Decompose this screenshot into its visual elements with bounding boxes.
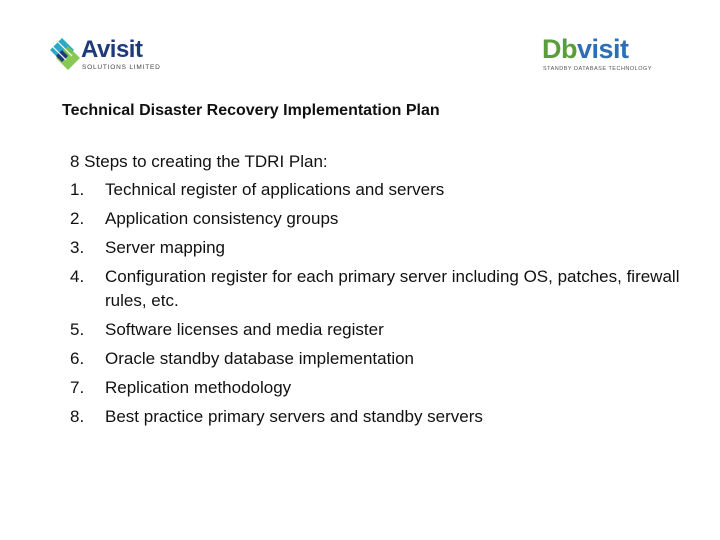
- list-item: [70, 405, 680, 429]
- step-number: 7.: [70, 378, 85, 397]
- step-number: 1.: [70, 180, 85, 199]
- slide-content: [70, 150, 680, 434]
- step-number: 5.: [70, 320, 85, 339]
- step-text: Replication methodology: [105, 378, 292, 397]
- dbvisit-logo: [538, 34, 662, 76]
- dbvisit-logo-text: [542, 34, 629, 65]
- list-item: [70, 207, 680, 231]
- avisit-logo: [48, 34, 168, 76]
- list-item: [70, 265, 680, 313]
- list-item: [70, 376, 680, 400]
- list-item: [70, 178, 680, 202]
- step-number: 6.: [70, 349, 85, 368]
- avisit-diamond-icon: [48, 36, 82, 76]
- list-item: [70, 236, 680, 260]
- steps-intro: 8 Steps to creating the TDRI Plan:: [70, 152, 328, 171]
- step-text: Best practice primary servers and standby servers: [105, 407, 483, 426]
- dbvisit-logo-tagline: STANDBY DATABASE TECHNOLOGY: [543, 66, 652, 72]
- step-number: 3.: [70, 238, 85, 257]
- avisit-logo-text: Avisit: [81, 36, 143, 63]
- dbvisit-logo-text-db: Db: [542, 34, 577, 64]
- step-number: 8.: [70, 407, 85, 426]
- slide-title: Technical Disaster Recovery Implementation Plan: [62, 102, 440, 119]
- step-text: Server mapping: [105, 238, 226, 257]
- list-item: [70, 318, 680, 342]
- step-number: 2.: [70, 209, 85, 228]
- dbvisit-logo-text-visit: visit: [577, 34, 629, 64]
- step-text: Oracle standby database implementation: [105, 349, 415, 368]
- step-text: Technical register of applications and servers: [105, 180, 445, 199]
- step-text: Application consistency groups: [105, 209, 339, 228]
- steps-list: [70, 178, 680, 429]
- step-number: 4.: [70, 267, 85, 286]
- step-text: Software licenses and media register: [105, 320, 384, 339]
- avisit-logo-tagline: SOLUTIONS LIMITED: [82, 64, 161, 71]
- step-text: Configuration register for each primary server including OS, patches, firewall rules, etc.: [105, 267, 680, 310]
- list-item: [70, 347, 680, 371]
